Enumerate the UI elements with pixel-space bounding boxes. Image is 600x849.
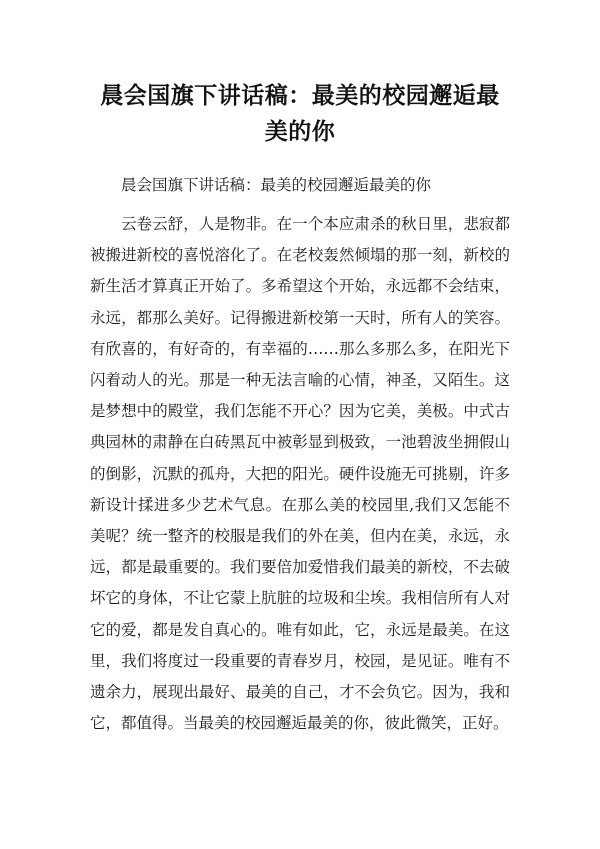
document-subtitle: 晨会国旗下讲话稿：最美的校园邂逅最美的你 [121,176,432,194]
document-title: 晨会国旗下讲话稿：最美的校园邂逅最美的你 [100,82,500,145]
document-body-paragraph: 云卷云舒，人是物非。在一个本应肃杀的秋日里，悲寂都被搬进新校的喜悦溶化了。在老校轰然倾塌的那一刻，新校的新生活才算真正开始了。多希望这个开始，永远都不会结束，永远，都那么美好。记得搬进新校第一天时，所有人的笑容。有欣喜的，有好奇的，有幸福的……那么多那么多，在阳光下闪着动人的光。那是一种无法言喻的心情，神圣，又陌生。这是梦想中的殿堂，我们怎能不开心？因为它美，美极。中式古典园林的肃静在白砖黑瓦中被彰显到极致，一池碧波坐拥假山的倒影，沉默的孤舟，大把的阳光。硬件设施无可挑剔，许多新设计揉进多少艺术气息。在那么美的校园里,我们又怎能不美呢？统一整齐的校服是我们的外在美，但内在美，永远，永远，都是最重要的。我们要倍加爱惜我们最美的新校，不去破坏它的身体，不让它蒙上肮脏的垃圾和尘埃。我相信所有人对它的爱，都是发自真心的。唯有如此，它，永远是最美。在这里，我们将度过一段重要的青春岁月，校园，是见证。唯有不遗余力，展现出最好、最美的自己，才不会负它。因为，我和它，都值得。当最美的校园邂逅最美的你，彼此微笑，正好。 [90,215,510,733]
